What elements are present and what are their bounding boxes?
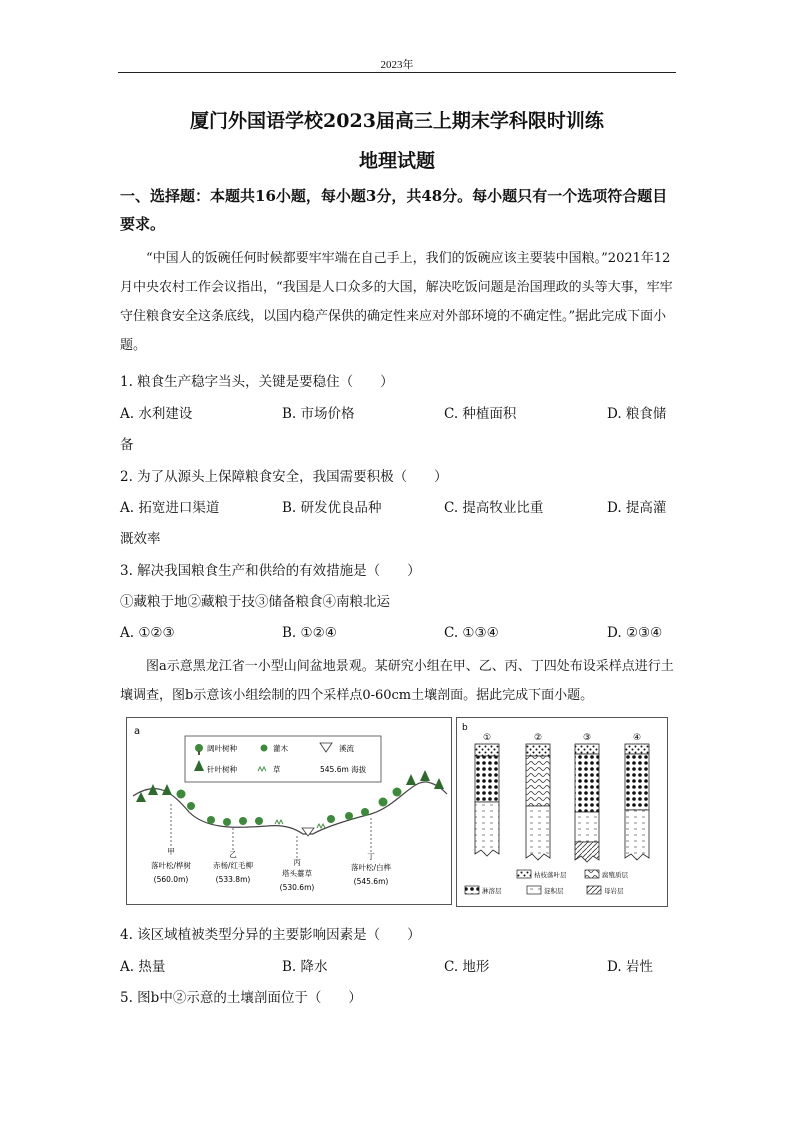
- option-c: C. 提高牧业比重: [444, 500, 544, 516]
- figure-b-label: b: [462, 723, 468, 733]
- option-b: B. 市场价格: [282, 406, 355, 422]
- grass-icon: [275, 820, 283, 824]
- option-c: C. ①③④: [444, 625, 499, 641]
- legend-label-conifer: 针叶树种: [207, 765, 237, 774]
- shrubs-valley: [207, 808, 369, 826]
- layer-eluvial: [625, 754, 649, 810]
- option-a: A. ①②③: [120, 625, 175, 641]
- layer-eluvial: [575, 754, 599, 812]
- figure-b-soil-profiles: [456, 717, 668, 907]
- page-header: 2023年: [380, 59, 414, 71]
- shrub-icon: [207, 816, 215, 824]
- sample-labels: [151, 847, 392, 892]
- legend-swatch-humus: [585, 870, 599, 878]
- soil-profile-3: [575, 744, 599, 862]
- option-a: A. 水利建设: [120, 406, 193, 422]
- broadleaf-tree-icon: [177, 790, 186, 799]
- grass-valley: [275, 820, 325, 828]
- sample-mark-jia: 甲: [167, 847, 175, 856]
- layer-bedrock: [575, 842, 599, 862]
- layer-eluvial: [475, 756, 499, 802]
- question-2-stem: 2. 为了从源头上保障粮食安全，我国需要积极（ ）: [120, 469, 448, 485]
- option-d: D. 粮食储: [607, 406, 667, 422]
- legend-swatch-eluvial: [465, 886, 479, 894]
- broadleaf-trunk: [198, 751, 200, 755]
- trees-left: [136, 784, 195, 810]
- conifer-tree-icon: [162, 784, 172, 795]
- question-2-option-wrap: 溉效率: [120, 531, 161, 547]
- legend-swatch-litter: [517, 870, 531, 878]
- layer-illuvial: [575, 812, 599, 842]
- legend-label-broadleaf: 阔叶树种: [207, 744, 237, 753]
- option-c: C. 地形: [444, 959, 490, 975]
- shrub-icon: [223, 818, 231, 826]
- figure-a-legend-box: [185, 736, 381, 782]
- figure-a-landscape: [126, 717, 452, 905]
- option-b: B. 降水: [282, 959, 328, 975]
- option-c: C. 种植面积: [444, 406, 517, 422]
- legend-label-shrub: 灌木: [273, 744, 288, 753]
- soil-profile-1: [475, 744, 499, 856]
- sample-veg-jia: 落叶松/桦树: [150, 861, 192, 870]
- profile-numbers: [483, 733, 641, 743]
- legend-label-litter: 枯枝落叶层: [534, 871, 567, 879]
- layer-litter: [475, 744, 499, 756]
- legend-label-bedrock: 母岩层: [604, 887, 624, 895]
- sample-veg-bing: 塔头薹草: [282, 869, 312, 878]
- question-1-option-wrap: 备: [120, 437, 134, 453]
- option-b: B. 研发优良品种: [282, 500, 382, 516]
- passage-2: 图a示意黑龙江省一小型山间盆地景观。某研究小组在甲、乙、丙、丁四处布设采样点进行土壤调查，图b示意该小组绘制的四个采样点0-60cm土壤剖面。据此完成下面小题。: [120, 659, 674, 703]
- question-1-stem: 1. 粮食生产稳字当头，关键是要稳住（ ）: [120, 374, 394, 390]
- header-divider: [118, 72, 676, 73]
- shrub-icon: [255, 817, 263, 825]
- broadleaf-tree-icon: [195, 744, 203, 752]
- broadleaf-tree-icon: [187, 802, 195, 810]
- legend-swatch-bedrock: [587, 886, 601, 894]
- figure-b-legend: [465, 870, 629, 895]
- sample-veg-yi: 赤杨/红毛柳: [212, 861, 254, 870]
- sample-mark-bing: 丙: [293, 858, 301, 867]
- legend-label-elevation: 545.6m 海拔: [320, 765, 367, 774]
- layer-litter: [625, 744, 649, 754]
- soil-profile-4: [625, 744, 649, 860]
- layer-humus: [526, 756, 550, 806]
- option-d: D. 岩性: [607, 959, 653, 975]
- exam-subtitle: 地理试题: [358, 150, 435, 172]
- layer-litter: [575, 744, 599, 754]
- question-5-stem: 5. 图b中②示意的土壤剖面位于（ ）: [120, 990, 362, 1006]
- broadleaf-tree-icon: [379, 798, 388, 807]
- legend-label-humus: 腐殖质层: [602, 871, 628, 879]
- sample-elev-bing: (530.6m): [279, 883, 315, 892]
- option-b: B. ①②④: [282, 625, 337, 641]
- figure-a-label: a: [134, 726, 141, 737]
- sample-veg-ding: 落叶松/白桦: [350, 863, 392, 872]
- shrub-icon: [261, 745, 268, 752]
- layer-illuvial: [475, 802, 499, 856]
- option-d: D. ②③④: [607, 625, 663, 641]
- question-3-stem: 3. 解决我国粮食生产和供给的有效措施是（ ）: [120, 563, 421, 579]
- option-a: A. 拓宽进口渠道: [120, 500, 220, 516]
- soil-profile-2: [526, 744, 550, 860]
- legend-label-grass: 草: [273, 765, 281, 774]
- profile-number-2: ②: [533, 733, 543, 743]
- layer-litter: [526, 744, 550, 756]
- exam-title: 厦门外国语学校2023届高三上期末学科限时训练: [190, 110, 604, 132]
- conifer-tree-icon: [434, 778, 444, 789]
- shrub-icon: [361, 808, 369, 816]
- conifer-tree-icon: [420, 770, 430, 781]
- profile-number-1: ①: [482, 733, 492, 743]
- broadleaf-tree-icon: [393, 788, 402, 797]
- sample-elev-ding: (545.6m): [353, 877, 389, 886]
- shrub-icon: [327, 815, 335, 823]
- layer-illuvial: [526, 806, 550, 860]
- legend-swatch-illuvial: [527, 886, 541, 894]
- passage-1: “中国人的饭碗任何时候都要牢牢端在自己手上，我们的饭碗应该主要装中国粮。”2021年12月中央农村工作会议指出，“我国是人口众多的大国，解决吃饭问题是治国理政的头等大事，牢牢守住粮食安全这条底线，以国内稳产保供的确定性来应对外部环境的不确定性。”据此完成下面小题。: [120, 251, 673, 353]
- grass-icon: [317, 824, 325, 828]
- sample-drop-lines: [171, 804, 371, 858]
- sample-elev-yi: (533.8m): [215, 875, 251, 884]
- option-a: A. 热量: [120, 959, 166, 975]
- question-3-items: ①藏粮于地②藏粮于技③储备粮食④南粮北运: [120, 594, 390, 610]
- shrub-icon: [239, 817, 247, 825]
- shrub-icon: [345, 812, 353, 820]
- option-d: D. 提高灌: [607, 500, 667, 516]
- sample-elev-jia: (560.0m): [153, 875, 189, 884]
- sample-mark-yi: 乙: [229, 850, 237, 859]
- legend-label-illuvial: 淀积层: [544, 887, 564, 895]
- question-4-stem: 4. 该区域植被类型分异的主要影响因素是（ ）: [120, 927, 421, 943]
- conifer-tree-icon: [406, 774, 416, 785]
- legend-label-stream: 溪流: [339, 744, 354, 753]
- layer-illuvial: [625, 810, 649, 860]
- profile-number-3: ③: [582, 733, 592, 743]
- section-heading: 一、选择题：本题共16小题，每小题3分，共48分。每小题只有一个选项符合题目要求。: [120, 187, 668, 233]
- stream-icon: [302, 828, 314, 836]
- profile-number-4: ④: [632, 733, 642, 743]
- sample-mark-ding: 丁: [367, 852, 375, 861]
- legend-label-eluvial: 淋溶层: [482, 887, 502, 895]
